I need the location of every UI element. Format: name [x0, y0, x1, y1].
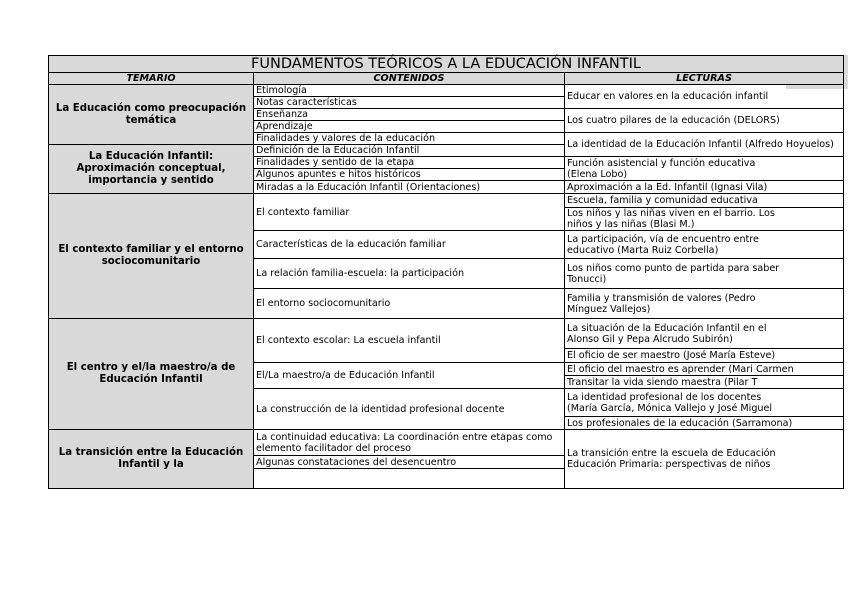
contenido-cell: Notas características: [254, 97, 565, 109]
header-temario: TEMARIO: [49, 73, 254, 85]
contenido-cell: Características de la educación familiar: [254, 231, 565, 259]
lectura-cell: [565, 208, 844, 231]
lectura-cell: El oficio del maestro es aprender (Mari Carmen: [565, 363, 844, 376]
spreadsheet-table: [48, 55, 834, 532]
lectura-line: Tonucci): [567, 273, 607, 285]
lectura-line: Los niños como punto de partida para saber: [567, 262, 780, 274]
lectura-line: La situación de la Educación Infantil en el: [567, 322, 767, 334]
tema-cell: El contexto familiar y el entorno sociocomunitario: [49, 194, 254, 319]
contenido-cell: Finalidades y sentido de la etapa: [254, 157, 565, 169]
lectura-line: niños y las niñas (Blasi M.): [567, 219, 695, 230]
contenido-cell: Definición de la Educación Infantil: [254, 145, 565, 157]
header-contenidos: CONTENIDOS: [254, 73, 565, 85]
lectura-line: Los niños y las niñas viven en el barrio. Los: [567, 208, 775, 219]
lectura-cell: [565, 231, 844, 259]
lectura-cell: [565, 430, 844, 489]
contenido-cell: El/La maestro/a de Educación Infantil: [254, 363, 565, 389]
lectura-line: Familia y transmisión de valores (Pedro: [567, 292, 756, 304]
lectura-line: La transición entre la escuela de Educación: [567, 448, 776, 459]
lectura-cell: [565, 389, 844, 417]
contenido-cell: La construcción de la identidad profesional docente: [254, 389, 565, 430]
lectura-cell: Los cuatro pilares de la educación (DELORS): [565, 109, 844, 133]
lectura-cell: Educar en valores en la educación infantil: [565, 85, 844, 109]
contenido-cell: Miradas a la Educación Infantil (Orientaciones): [254, 181, 565, 194]
contenido-cell: Etimología: [254, 85, 565, 97]
lectura-line: Mínguez Vallejos): [567, 303, 651, 315]
header-lecturas: LECTURAS: [565, 73, 844, 85]
lectura-line: educativo (Marta Ruiz Corbella): [567, 244, 719, 256]
tema-cell: La Educación como preocupación temática: [49, 85, 254, 145]
lectura-cell: [565, 289, 844, 319]
title-row: [49, 56, 844, 73]
contenido-cell: Finalidades y valores de la educación: [254, 133, 565, 145]
contenido-cell: Aprendizaje: [254, 121, 565, 133]
tema-cell: El centro y el/la maestro/a de Educación Infantil: [49, 319, 254, 430]
lectura-line: La identidad profesional de los docentes: [567, 391, 762, 403]
table-title: FUNDAMENTOS TEÓRICOS A LA EDUCACIÓN INFANTIL: [49, 56, 844, 73]
contenido-cell: El contexto familiar: [254, 194, 565, 231]
tema-cell: La Educación Infantil: Aproximación conceptual, importancia y sentido: [49, 145, 254, 194]
lectura-line: Alonso Gil y Pepa Alcrudo Subirón): [567, 333, 733, 345]
lectura-cell: [565, 319, 844, 349]
lectura-line: La participación, vía de encuentro entre: [567, 233, 759, 245]
tema-cell: La transición entre la Educación Infantil y la: [49, 430, 254, 489]
lectura-cell: La identidad de la Educación Infantil (Alfredo Hoyuelos): [565, 133, 844, 157]
contenido-cell: El entorno sociocomunitario: [254, 289, 565, 319]
contenido-cell: Algunos apuntes e hitos históricos: [254, 169, 565, 181]
contenido-cell: [254, 469, 565, 489]
contenido-cell: La relación familia-escuela: la participación: [254, 259, 565, 289]
contenido-cell: Enseñanza: [254, 109, 565, 121]
contenido-cell: Algunas constataciones del desencuentro: [254, 456, 565, 469]
contenido-cell: El contexto escolar: La escuela infantil: [254, 319, 565, 363]
lectura-line: (María García, Mónica Vallejo y José Miguel: [567, 402, 773, 414]
lectura-line: Educación Primaria: perspectivas de niños: [567, 459, 771, 470]
header-row: [49, 73, 844, 85]
lectura-cell: Transitar la vida siendo maestra (Pilar T: [565, 376, 844, 389]
lectura-cell: Los profesionales de la educación (Sarramona): [565, 417, 844, 430]
lectura-cell: [565, 157, 844, 181]
lectura-cell: Escuela, familia y comunidad educativa: [565, 194, 844, 208]
lectura-line: Función asistencial y función educativa: [567, 157, 756, 169]
lectura-line: (Elena Lobo): [567, 168, 628, 180]
contenido-cell: La continuidad educativa: La coordinación entre etapas como elemento facilitador del proceso: [254, 430, 565, 456]
lectura-cell: Aproximación a la Ed. Infantil (Ignasi Vila): [565, 181, 844, 194]
lectura-cell: El oficio de ser maestro (José María Esteve): [565, 349, 844, 363]
lectura-cell: [565, 259, 844, 289]
